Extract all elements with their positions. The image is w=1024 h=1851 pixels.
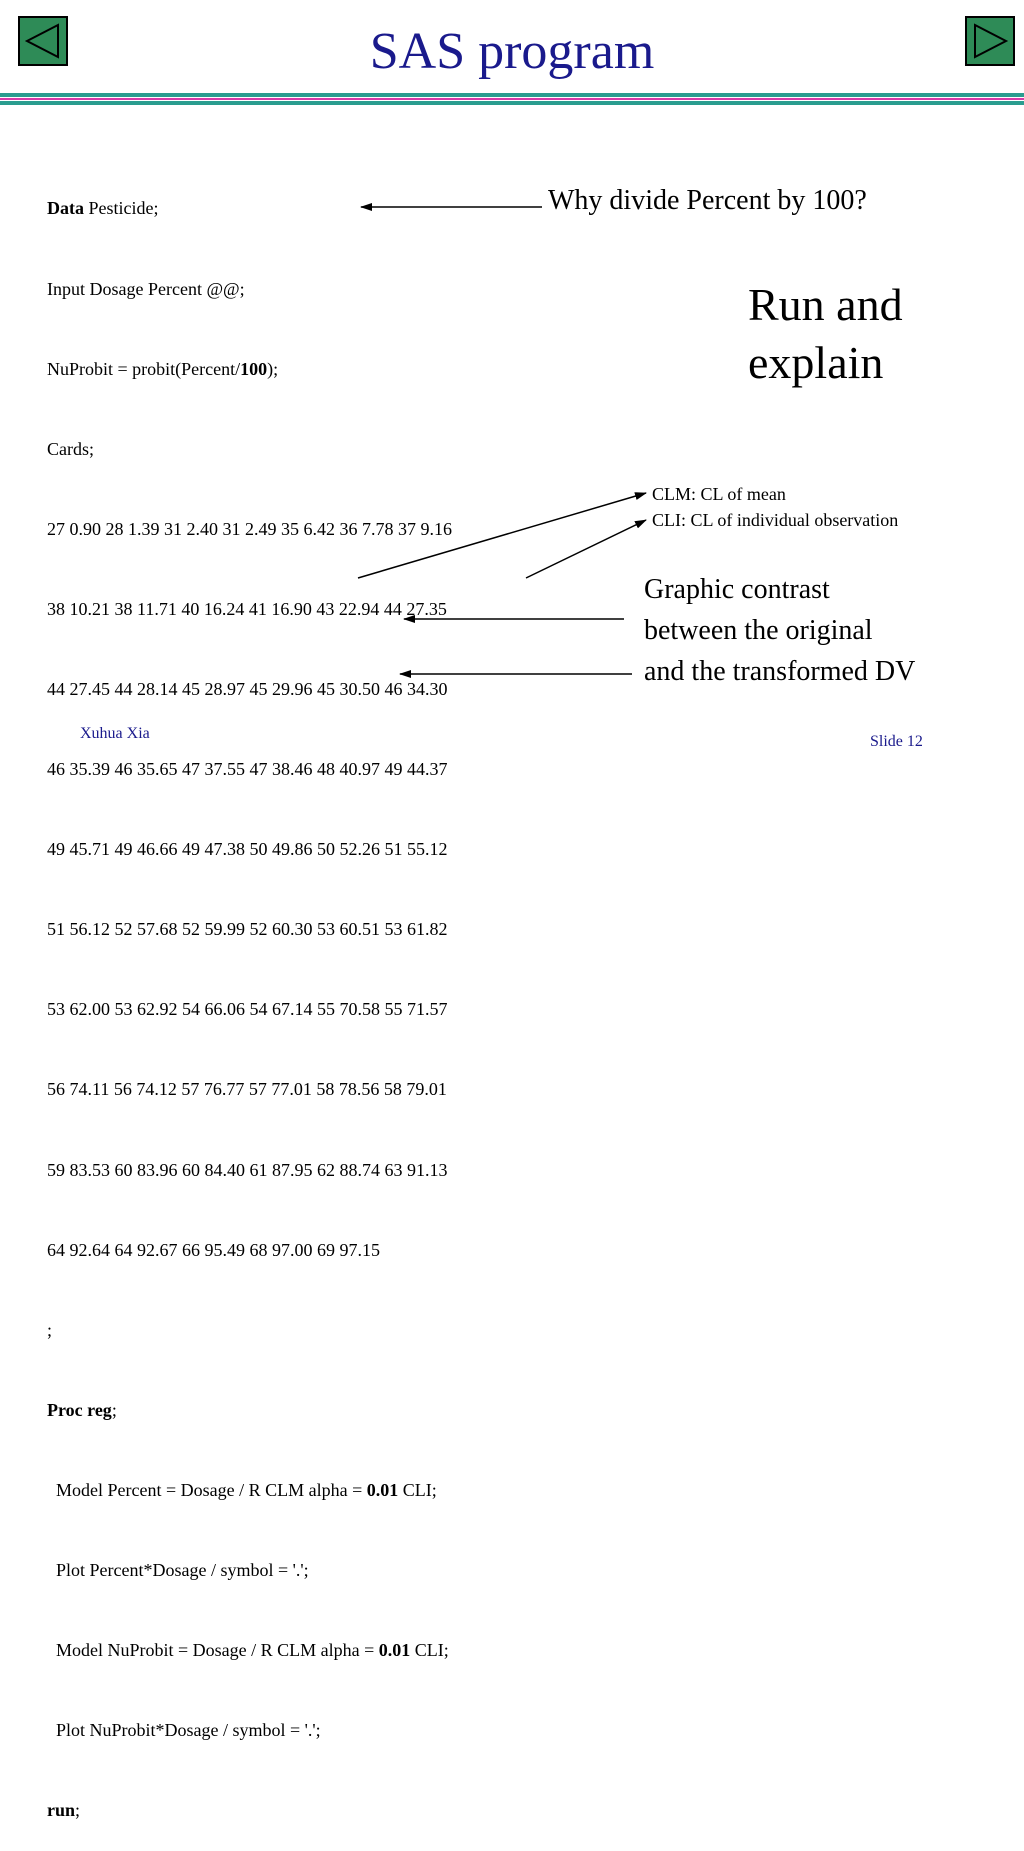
code-text: ); bbox=[267, 358, 279, 379]
code-text: Pesticide; bbox=[84, 198, 159, 219]
annotation-line: explain bbox=[748, 337, 884, 388]
code-keyword: Proc reg bbox=[47, 1399, 112, 1420]
annotation-line: Graphic contrast bbox=[644, 574, 830, 605]
code-keyword: run bbox=[47, 1800, 76, 1821]
code-line bbox=[47, 1637, 452, 1664]
code-line: Cards; bbox=[47, 438, 94, 459]
slide-title: SAS program bbox=[369, 23, 655, 80]
code-line: Input Dosage Percent @@; bbox=[47, 278, 245, 299]
code-text: CLI; bbox=[410, 1640, 449, 1661]
annotation-arrows bbox=[0, 0, 1024, 768]
data-line: 51 56.12 52 57.68 52 59.99 52 60.30 53 60.51 53 61.82 bbox=[47, 919, 448, 940]
code-text: ; bbox=[75, 1800, 81, 1821]
code-keyword: 0.01 bbox=[378, 1640, 411, 1661]
code-text: Model NuProbit = Dosage / R CLM alpha = bbox=[47, 1640, 379, 1661]
data-line: 56 74.11 56 74.12 57 76.77 57 77.01 58 78.56 58 79.01 bbox=[47, 1079, 447, 1100]
code-text: CLI; bbox=[398, 1479, 437, 1500]
arrow-to-clm-label bbox=[358, 493, 646, 578]
data-line: 64 92.64 64 92.67 66 95.49 68 97.00 69 97.15 bbox=[47, 1239, 380, 1260]
data-line: 59 83.53 60 83.96 60 84.40 61 87.95 62 88.74 63 91.13 bbox=[47, 1159, 448, 1180]
arrow-to-cli-label bbox=[526, 520, 646, 578]
annotation-line: and the transformed DV bbox=[644, 656, 916, 687]
code-line: Plot Percent*Dosage / symbol = '.'; bbox=[47, 1560, 309, 1580]
annotation-line: CLM: CL of mean bbox=[652, 484, 786, 504]
question-annotation: Why divide Percent by 100? bbox=[548, 185, 867, 216]
data-line: 53 62.00 53 62.92 54 66.06 54 67.14 55 70.58 55 71.57 bbox=[47, 999, 448, 1020]
code-text: Model Percent = Dosage / R CLM alpha = bbox=[47, 1479, 367, 1500]
data-line: 46 35.39 46 35.65 47 37.55 47 38.46 48 40.97 49 44.37 bbox=[47, 759, 448, 780]
code-text: NuProbit = probit(Percent/ bbox=[47, 358, 241, 379]
code-text: ; bbox=[111, 1399, 117, 1420]
data-line: 38 10.21 38 11.71 40 16.24 41 16.90 43 22.94 44 27.35 bbox=[47, 598, 447, 619]
data-line: 27 0.90 28 1.39 31 2.40 31 2.49 35 6.42 36 7.78 37 9.16 bbox=[47, 518, 452, 539]
code-line bbox=[47, 1397, 452, 1424]
code-line bbox=[47, 1797, 452, 1824]
code-line: Plot NuProbit*Dosage / symbol = '.'; bbox=[47, 1720, 321, 1741]
code-keyword: Data bbox=[47, 198, 84, 219]
code-keyword: 100 bbox=[240, 358, 268, 379]
code-line bbox=[47, 1477, 452, 1504]
annotation-line: between the original bbox=[644, 615, 873, 646]
data-line: 44 27.45 44 28.14 45 28.97 45 29.96 45 30.50 46 34.30 bbox=[47, 678, 448, 699]
code-line: ; bbox=[47, 1319, 53, 1340]
annotation-line: CLI: CL of individual observation bbox=[652, 510, 899, 530]
code-keyword: 0.01 bbox=[366, 1479, 399, 1500]
footer-author: Xuhua Xia bbox=[80, 725, 150, 742]
slide-number: Slide 12 bbox=[870, 733, 923, 750]
data-line: 49 45.71 49 46.66 49 47.38 50 49.86 50 52.26 51 55.12 bbox=[47, 839, 448, 860]
annotation-line: Run and bbox=[748, 279, 903, 330]
